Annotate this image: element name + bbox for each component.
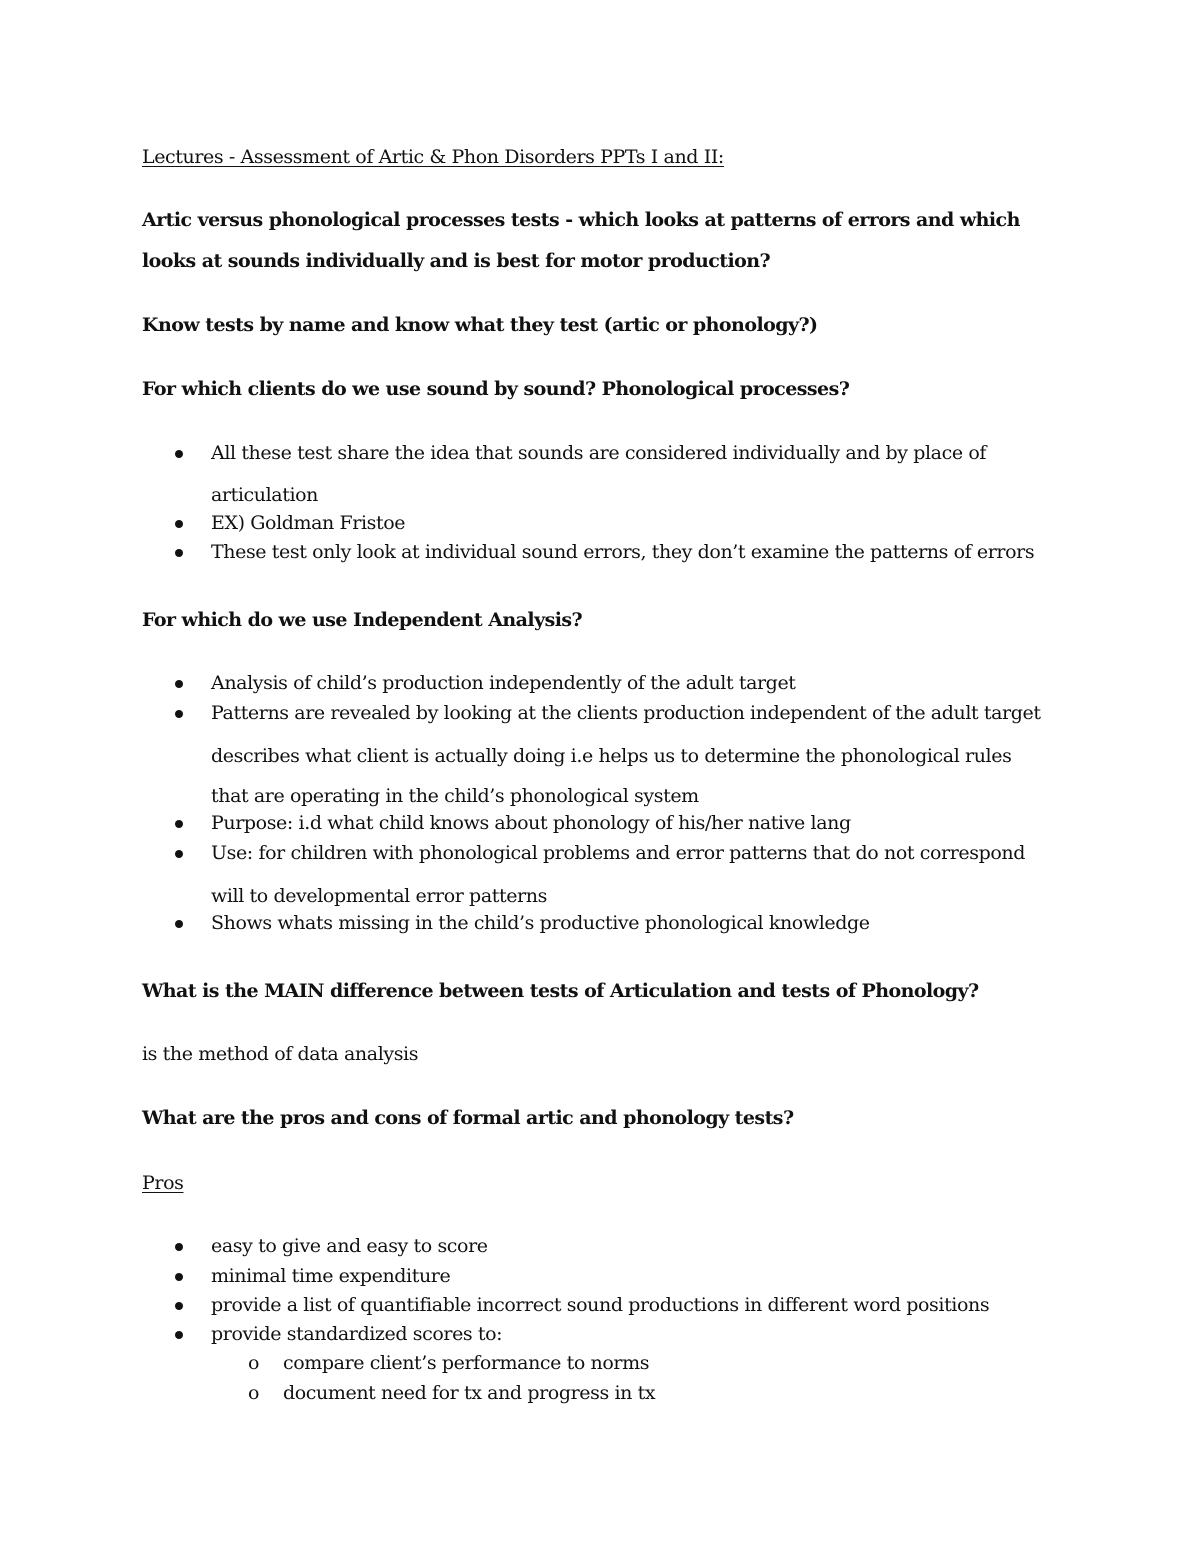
list-item: All these test share the idea that sounds are considered individually and by place of	[211, 439, 986, 467]
list-item: Shows whats missing in the child’s productive phonological knowledge	[211, 909, 870, 937]
list-item: EX) Goldman Fristoe	[211, 509, 405, 537]
pros-label: Pros	[142, 1172, 184, 1194]
list-item: These test only look at individual sound errors, they don’t examine the patterns of errors	[211, 538, 1034, 566]
question-artic-vs-phonological-line-1: Artic versus phonological processes tests - which looks at patterns of errors and which	[142, 209, 1020, 231]
list-item: provide a list of quantifiable incorrect sound productions in different word positions	[211, 1291, 989, 1319]
list-item: minimal time expenditure	[211, 1262, 450, 1290]
question-sound-by-sound: For which clients do we use sound by sound? Phonological processes?	[142, 378, 850, 400]
sub-list-item: o document need for tx and progress in tx	[283, 1379, 655, 1407]
list-item: Patterns are revealed by looking at the clients production independent of the adult target	[211, 699, 1041, 727]
list-item-continuation: articulation	[211, 484, 318, 506]
question-main-difference: What is the MAIN difference between tests of Articulation and tests of Phonology?	[142, 980, 979, 1002]
list-item: Purpose: i.d what child knows about phonology of his/her native lang	[211, 809, 851, 837]
list-item-continuation: that are operating in the child’s phonological system	[211, 785, 699, 807]
answer-main-difference: is the method of data analysis	[142, 1043, 419, 1065]
question-know-tests: Know tests by name and know what they test (artic or phonology?)	[142, 314, 818, 336]
list-item: Analysis of child’s production independently of the adult target	[211, 669, 796, 697]
list-item: Use: for children with phonological problems and error patterns that do not correspond	[211, 839, 1025, 867]
list-item-continuation: describes what client is actually doing i.e helps us to determine the phonological rules	[211, 745, 1012, 767]
question-independent-analysis: For which do we use Independent Analysis?	[142, 609, 583, 631]
list-item-continuation: will to developmental error patterns	[211, 885, 547, 907]
question-artic-vs-phonological-line-2: looks at sounds individually and is best for motor production?	[142, 250, 771, 272]
list-item: easy to give and easy to score	[211, 1232, 488, 1260]
sub-list-item: o compare client’s performance to norms	[283, 1349, 649, 1377]
question-pros-cons: What are the pros and cons of formal artic and phonology tests?	[142, 1107, 794, 1129]
document-title: Lectures - Assessment of Artic & Phon Disorders PPTs I and II:	[142, 146, 724, 168]
list-item: provide standardized scores to:	[211, 1320, 502, 1348]
